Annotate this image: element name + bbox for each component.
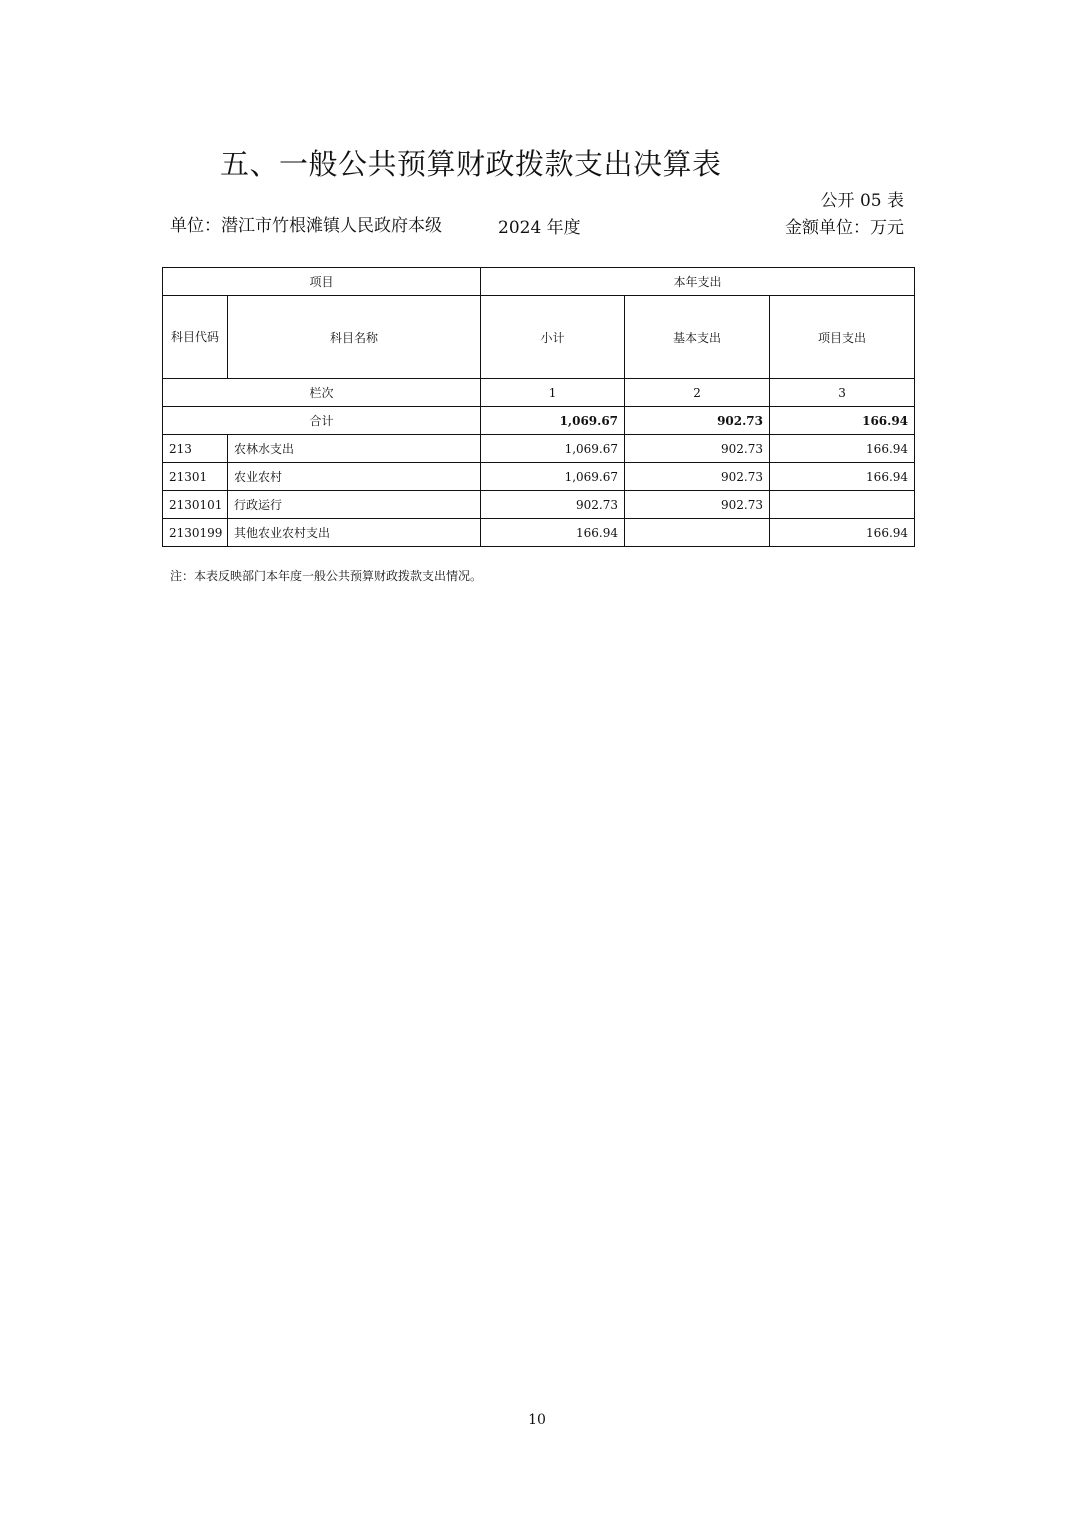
table-row xyxy=(163,491,915,519)
money-unit: 金额单位：万元 xyxy=(785,218,904,238)
header-expense: 本年支出 xyxy=(481,268,915,296)
row-subtotal: 1,069.67 xyxy=(481,463,625,491)
row-name: 行政运行 xyxy=(228,491,481,519)
row-basic: 902.73 xyxy=(625,491,770,519)
table-row xyxy=(163,435,915,463)
page-number: 10 xyxy=(528,1412,546,1428)
row-subtotal: 166.94 xyxy=(481,519,625,547)
unit-label: 单位：潜江市竹根滩镇人民政府本级 xyxy=(170,216,442,236)
row-code: 2130199 xyxy=(163,519,228,547)
column-index-2: 2 xyxy=(625,379,770,407)
row-basic: 902.73 xyxy=(625,463,770,491)
total-basic: 902.73 xyxy=(625,407,770,435)
table-row xyxy=(163,463,915,491)
header-item: 项目 xyxy=(163,268,481,296)
column-index-row xyxy=(163,379,915,407)
row-subtotal: 902.73 xyxy=(481,491,625,519)
total-project: 166.94 xyxy=(770,407,915,435)
total-subtotal: 1,069.67 xyxy=(481,407,625,435)
row-name: 农业农村 xyxy=(228,463,481,491)
row-name: 其他农业农村支出 xyxy=(228,519,481,547)
page-title: 五、一般公共预算财政拨款支出决算表 xyxy=(220,147,722,181)
row-subtotal: 1,069.67 xyxy=(481,435,625,463)
budget-expense-table xyxy=(162,267,915,547)
fiscal-year: 2024 年度 xyxy=(498,218,581,238)
row-code: 213 xyxy=(163,435,228,463)
header-row-2 xyxy=(163,296,915,379)
row-code: 2130101 xyxy=(163,491,228,519)
table-number: 公开 05 表 xyxy=(820,191,904,211)
row-basic: 902.73 xyxy=(625,435,770,463)
row-code: 21301 xyxy=(163,463,228,491)
header-name: 科目名称 xyxy=(228,296,481,379)
row-project: 166.94 xyxy=(770,519,915,547)
header-code: 科目代码 xyxy=(163,296,228,379)
header-basic: 基本支出 xyxy=(625,296,770,379)
row-basic xyxy=(625,519,770,547)
column-index-1: 1 xyxy=(481,379,625,407)
row-project xyxy=(770,491,915,519)
column-index-label: 栏次 xyxy=(163,379,481,407)
total-row xyxy=(163,407,915,435)
total-label: 合计 xyxy=(163,407,481,435)
row-project: 166.94 xyxy=(770,463,915,491)
table-note: 注：本表反映部门本年度一般公共预算财政拨款支出情况。 xyxy=(170,569,483,583)
row-project: 166.94 xyxy=(770,435,915,463)
row-name: 农林水支出 xyxy=(228,435,481,463)
header-project: 项目支出 xyxy=(770,296,915,379)
column-index-3: 3 xyxy=(770,379,915,407)
header-subtotal: 小计 xyxy=(481,296,625,379)
table-row xyxy=(163,519,915,547)
header-row-1 xyxy=(163,268,915,296)
